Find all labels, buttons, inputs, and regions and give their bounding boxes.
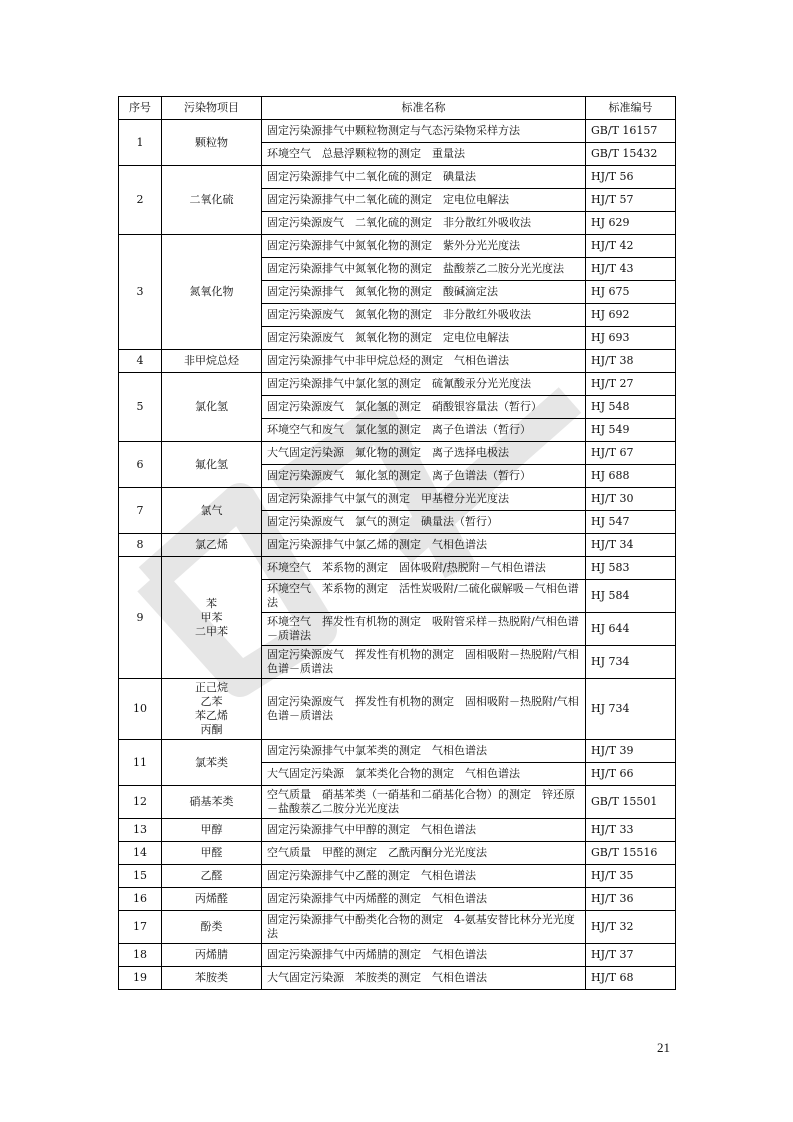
pollutant-cell: 二氧化硫 (162, 166, 262, 235)
standard-name-cell: 固定污染源排气中氯乙烯的测定 气相色谱法 (262, 534, 586, 557)
standard-name-cell: 固定污染源废气 氯气的测定 碘量法（暂行） (262, 511, 586, 534)
standard-name-cell: 固定污染源排气中甲醇的测定 气相色谱法 (262, 819, 586, 842)
standard-code-cell: HJ/T 57 (586, 189, 676, 212)
standard-name-cell: 固定污染源废气 挥发性有机物的测定 固相吸附－热脱附/气相色谱－质谱法 (262, 679, 586, 740)
standard-code-cell: HJ/T 39 (586, 740, 676, 763)
seq-cell: 17 (119, 911, 162, 944)
standard-name-cell: 环境空气 总悬浮颗粒物的测定 重量法 (262, 143, 586, 166)
standard-name-cell: 固定污染源废气 氮氧化物的测定 非分散红外吸收法 (262, 304, 586, 327)
table-row (119, 442, 676, 465)
seq-cell: 18 (119, 944, 162, 967)
standard-code-cell: GB/T 15516 (586, 842, 676, 865)
standard-code-cell: HJ/T 42 (586, 235, 676, 258)
pollutant-cell: 丙烯醛 (162, 888, 262, 911)
pollutant-cell: 氯乙烯 (162, 534, 262, 557)
standard-code-cell: GB/T 15432 (586, 143, 676, 166)
standard-name-cell: 空气质量 甲醛的测定 乙酰丙酮分光光度法 (262, 842, 586, 865)
standard-name-cell: 固定污染源排气 氮氧化物的测定 酸碱滴定法 (262, 281, 586, 304)
table-body (119, 120, 676, 990)
pollutant-cell: 乙醛 (162, 865, 262, 888)
table-row (119, 350, 676, 373)
pollutant-cell: 甲醛 (162, 842, 262, 865)
seq-cell: 5 (119, 373, 162, 442)
standard-code-cell: HJ 692 (586, 304, 676, 327)
seq-cell: 13 (119, 819, 162, 842)
seq-cell: 6 (119, 442, 162, 488)
standard-name-cell: 固定污染源排气中氯气的测定 甲基橙分光光度法 (262, 488, 586, 511)
table-row (119, 235, 676, 258)
pollutant-cell: 硝基苯类 (162, 786, 262, 819)
standard-name-cell: 固定污染源排气中氮氧化物的测定 盐酸萘乙二胺分光光度法 (262, 258, 586, 281)
standard-name-cell: 固定污染源排气中丙烯醛的测定 气相色谱法 (262, 888, 586, 911)
standard-name-cell: 大气固定污染源 氟化物的测定 离子选择电极法 (262, 442, 586, 465)
standard-code-cell: HJ/T 27 (586, 373, 676, 396)
standard-name-cell: 固定污染源排气中氮氧化物的测定 紫外分光光度法 (262, 235, 586, 258)
standard-code-cell: HJ/T 32 (586, 911, 676, 944)
seq-cell: 19 (119, 967, 162, 990)
standard-name-cell: 固定污染源排气中乙醛的测定 气相色谱法 (262, 865, 586, 888)
seq-cell: 3 (119, 235, 162, 350)
pollutant-cell: 氯苯类 (162, 740, 262, 786)
seq-cell: 14 (119, 842, 162, 865)
standard-name-cell: 环境空气 挥发性有机物的测定 吸附管采样－热脱附/气相色谱－质谱法 (262, 613, 586, 646)
standard-code-cell: HJ 548 (586, 396, 676, 419)
standard-name-cell: 环境空气和废气 氯化氢的测定 离子色谱法（暂行） (262, 419, 586, 442)
standard-name-cell: 固定污染源废气 氟化氢的测定 离子色谱法（暂行） (262, 465, 586, 488)
seq-cell: 10 (119, 679, 162, 740)
pollutant-cell: 氯化氢 (162, 373, 262, 442)
standard-name-cell: 固定污染源废气 挥发性有机物的测定 固相吸附－热脱附/气相色谱－质谱法 (262, 646, 586, 679)
standard-code-cell: HJ/T 67 (586, 442, 676, 465)
standard-code-cell: HJ 693 (586, 327, 676, 350)
standard-code-cell: HJ 547 (586, 511, 676, 534)
standard-code-cell: HJ/T 38 (586, 350, 676, 373)
standard-name-cell: 固定污染源排气中丙烯腈的测定 气相色谱法 (262, 944, 586, 967)
standard-code-cell: HJ 644 (586, 613, 676, 646)
table-row (119, 842, 676, 865)
pollutant-cell: 氮氧化物 (162, 235, 262, 350)
seq-cell: 12 (119, 786, 162, 819)
table-row (119, 819, 676, 842)
table-row (119, 557, 676, 580)
table-row (119, 679, 676, 740)
standard-code-cell: HJ/T 66 (586, 763, 676, 786)
seq-cell: 15 (119, 865, 162, 888)
standard-name-cell: 固定污染源废气 氮氧化物的测定 定电位电解法 (262, 327, 586, 350)
standard-name-cell: 固定污染源废气 氯化氢的测定 硝酸银容量法（暂行） (262, 396, 586, 419)
table-row (119, 967, 676, 990)
seq-cell: 11 (119, 740, 162, 786)
header-seq: 序号 (119, 97, 162, 120)
standard-code-cell: HJ 584 (586, 580, 676, 613)
table-row (119, 786, 676, 819)
standard-name-cell: 固定污染源排气中二氧化硫的测定 定电位电解法 (262, 189, 586, 212)
standard-name-cell: 固定污染源排气中氯化氢的测定 硫氰酸汞分光光度法 (262, 373, 586, 396)
pollutant-cell: 颗粒物 (162, 120, 262, 166)
seq-cell: 8 (119, 534, 162, 557)
page-number: 21 (657, 1040, 670, 1055)
standard-name-cell: 固定污染源排气中二氧化硫的测定 碘量法 (262, 166, 586, 189)
table-row (119, 888, 676, 911)
standard-code-cell: HJ 629 (586, 212, 676, 235)
pollutant-cell: 丙烯腈 (162, 944, 262, 967)
seq-cell: 9 (119, 557, 162, 679)
pollutant-cell: 甲醇 (162, 819, 262, 842)
standard-code-cell: HJ 688 (586, 465, 676, 488)
standard-code-cell: HJ/T 33 (586, 819, 676, 842)
standard-code-cell: HJ/T 68 (586, 967, 676, 990)
table-row (119, 740, 676, 763)
standard-code-cell: HJ 583 (586, 557, 676, 580)
standard-code-cell: HJ 734 (586, 679, 676, 740)
seq-cell: 4 (119, 350, 162, 373)
standard-name-cell: 固定污染源排气中酚类化合物的测定 4-氨基安替比林分光光度法 (262, 911, 586, 944)
table-header-row (119, 97, 676, 120)
standard-code-cell: GB/T 15501 (586, 786, 676, 819)
pollutant-cell: 苯胺类 (162, 967, 262, 990)
standard-code-cell: HJ 675 (586, 281, 676, 304)
pollutant-cell: 苯 甲苯 二甲苯 (162, 557, 262, 679)
header-pollutant: 污染物项目 (162, 97, 262, 120)
standard-name-cell: 大气固定污染源 氯苯类化合物的测定 气相色谱法 (262, 763, 586, 786)
pollutant-cell: 正己烷 乙苯 苯乙烯 丙酮 (162, 679, 262, 740)
pollutant-cell: 非甲烷总烃 (162, 350, 262, 373)
header-standard-code: 标准编号 (586, 97, 676, 120)
table-row (119, 120, 676, 143)
table-row (119, 166, 676, 189)
table-row (119, 944, 676, 967)
standard-code-cell: HJ/T 34 (586, 534, 676, 557)
standard-code-cell: HJ/T 43 (586, 258, 676, 281)
seq-cell: 16 (119, 888, 162, 911)
standard-name-cell: 固定污染源排气中非甲烷总烃的测定 气相色谱法 (262, 350, 586, 373)
standard-name-cell: 固定污染源排气中氯苯类的测定 气相色谱法 (262, 740, 586, 763)
seq-cell: 2 (119, 166, 162, 235)
standard-code-cell: HJ/T 37 (586, 944, 676, 967)
standard-code-cell: HJ 549 (586, 419, 676, 442)
standards-table (118, 96, 676, 990)
standard-name-cell: 空气质量 硝基苯类（一硝基和二硝基化合物）的测定 锌还原－盐酸萘乙二胺分光光度法 (262, 786, 586, 819)
standard-name-cell: 固定污染源排气中颗粒物测定与气态污染物采样方法 (262, 120, 586, 143)
header-standard-name: 标准名称 (262, 97, 586, 120)
table-row (119, 865, 676, 888)
table-row (119, 373, 676, 396)
pollutant-cell: 氟化氢 (162, 442, 262, 488)
standard-code-cell: HJ/T 30 (586, 488, 676, 511)
seq-cell: 7 (119, 488, 162, 534)
pollutant-cell: 酚类 (162, 911, 262, 944)
standard-name-cell: 环境空气 苯系物的测定 活性炭吸附/二硫化碳解吸－气相色谱法 (262, 580, 586, 613)
standard-code-cell: HJ/T 56 (586, 166, 676, 189)
standard-name-cell: 固定污染源废气 二氧化硫的测定 非分散红外吸收法 (262, 212, 586, 235)
standard-code-cell: GB/T 16157 (586, 120, 676, 143)
standard-code-cell: HJ 734 (586, 646, 676, 679)
table-row (119, 534, 676, 557)
table-row (119, 911, 676, 944)
pollutant-cell: 氯气 (162, 488, 262, 534)
standard-name-cell: 大气固定污染源 苯胺类的测定 气相色谱法 (262, 967, 586, 990)
seq-cell: 1 (119, 120, 162, 166)
standard-name-cell: 环境空气 苯系物的测定 固体吸附/热脱附－气相色谱法 (262, 557, 586, 580)
standard-code-cell: HJ/T 36 (586, 888, 676, 911)
table-row (119, 488, 676, 511)
standard-code-cell: HJ/T 35 (586, 865, 676, 888)
